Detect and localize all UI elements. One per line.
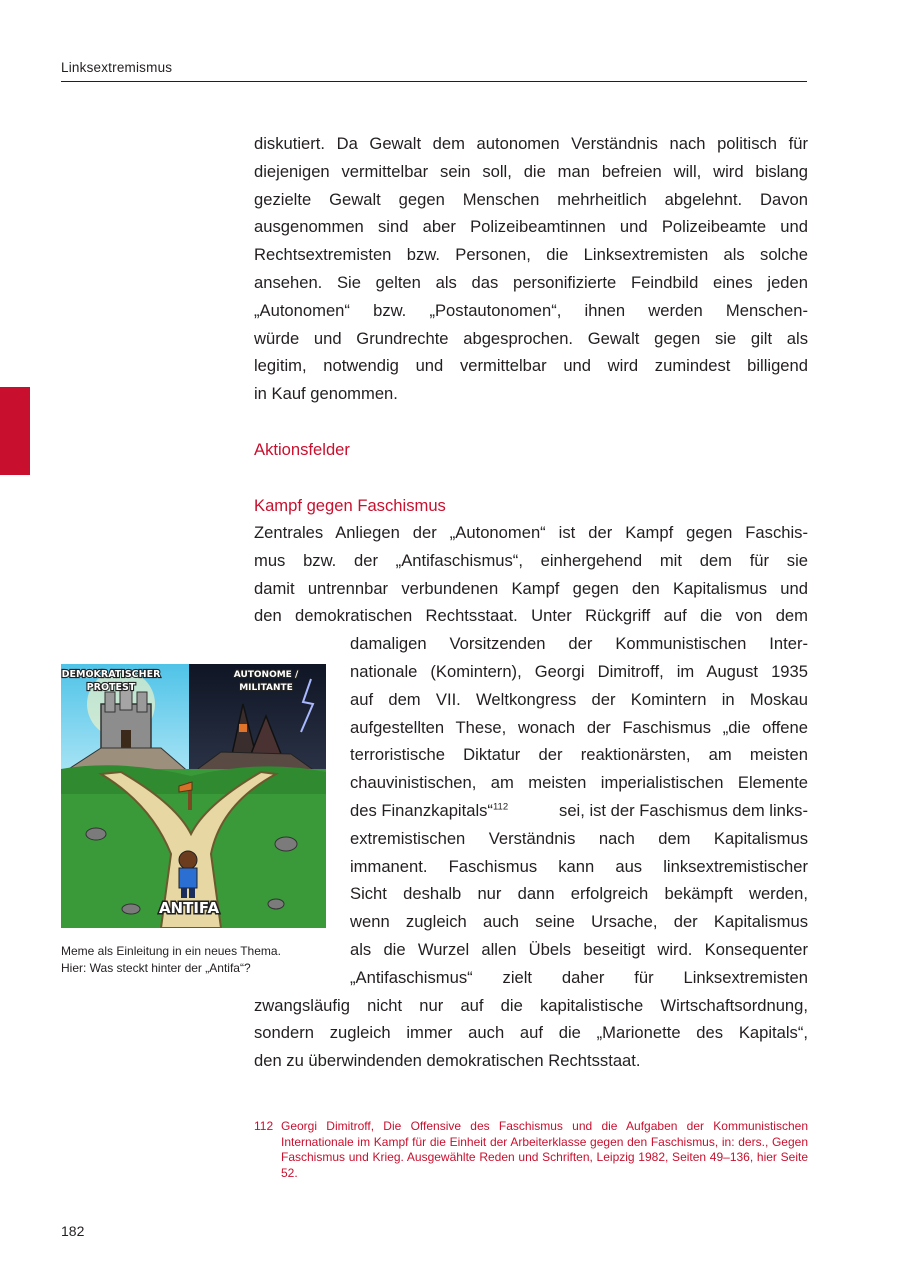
text-line: in Kauf genommen. (254, 384, 398, 404)
meme-label-left: DEMOKRATISCHER (61, 669, 161, 680)
footnote-number: 112 (254, 1119, 274, 1133)
page-number: 182 (61, 1223, 85, 1239)
footnote-text: Georgi Dimitroff, Die Offensive des Faschismus und die Aufgaben der Kommunistischen Internationale im Kampf für die Einheit der Arbeiterklasse gegen den Faschismus, in: ders., Gegen Faschismus und Krieg. Ausgewählte Reden und Schriften, Leipzig 1982, Seiten 49–136, hier Seite 52. (281, 1119, 808, 1180)
meme-label-right: AUTONOME / (233, 670, 299, 680)
section-heading: Aktionsfelder (254, 440, 350, 459)
text-line: gezielte Gewalt gegen Menschen mehrheitlich abgelehnt. Davon (254, 189, 808, 209)
text-line: mus bzw. der „Antifaschismus“, einhergehend mit dem für sie (254, 550, 808, 570)
text-line: Sicht deshalb nur dann erfolgreich bekämpft werden, (350, 884, 808, 904)
text-line: Zentrales Anliegen der „Autonomen“ ist der Kampf gegen Faschis- (254, 523, 808, 542)
footnote (254, 1119, 808, 1181)
caption-line: Meme als Einleitung in ein neues Thema. (61, 944, 281, 958)
figure-caption (61, 943, 331, 976)
text-line: nationale (Komintern), Georgi Dimitroff, im August 1935 (350, 662, 808, 681)
text-line: diejenigen vermittelbar sein soll, die man befreien will, wird bislang (254, 161, 808, 181)
meme-label-bottom: ANTIFA (158, 899, 220, 917)
text-line: wenn zugleich auch seine Ursache, der Kapitalismus (350, 912, 808, 932)
text-line: aufgestellten These, wonach der Faschismus „die offene (350, 717, 808, 737)
castle-shape (101, 684, 151, 749)
meme-label-right-2: MILITANTE (239, 683, 293, 693)
text-line: „Antifaschismus“ zielt daher für Linksextremisten (350, 967, 808, 987)
meme-label-left-2: PROTEST (86, 682, 136, 693)
text-line: als die Wurzel allen Übels beseitigt wird. Konsequenter (350, 940, 808, 959)
text-line: auf dem VII. Weltkongress der Komintern in Moskau (350, 689, 808, 709)
text-line: damaligen Vorsitzenden der Kommunistischen Inter- (350, 634, 808, 654)
text-line: sondern zugleich immer auch auf die „Marionette des Kapitals“, (254, 1023, 808, 1043)
text-line: zwangsläufig nicht nur auf die kapitalistische Wirtschaftsordnung, (254, 995, 808, 1015)
text-line: damit untrennbar verbundenen Kampf gegen den Kapitalismus und (254, 578, 808, 598)
text-line: immanent. Faschismus kann aus linksextremistischer (350, 856, 808, 876)
text-line: „Autonomen“ bzw. „Postautonomen“, ihnen werden Menschen- (254, 300, 808, 320)
meme-figure (61, 664, 326, 928)
text-fragment: des Finanzkapitals“ (350, 801, 493, 820)
text-fragment: sei, ist der Faschismus dem links- (559, 801, 808, 820)
caption-line: Hier: Was steckt hinter der „Antifa“? (61, 960, 251, 975)
running-header-title: Linksextremismus (61, 60, 173, 75)
subsection-heading: Kampf gegen Faschismus (254, 496, 446, 515)
text-line: würde und Grundrechte abgesprochen. Gewalt gegen sie gilt als (254, 328, 808, 348)
chapter-side-marker (0, 387, 30, 475)
header-rule (61, 81, 807, 82)
text-line: ansehen. Sie gelten als das personifizierte Feindbild eines jeden (254, 273, 808, 292)
text-line: den demokratischen Rechtsstaat. Unter Rückgriff auf die von dem (254, 606, 808, 626)
text-line: terroristische Diktatur der reaktionärsten, am meisten (350, 745, 808, 765)
text-line: legitim, notwendig und vermittelbar und wird zumindest billigend (254, 356, 808, 376)
text-line: Rechtsextremisten bzw. Personen, die Linksextremisten als solche (254, 245, 808, 265)
text-line: diskutiert. Da Gewalt dem autonomen Verständnis nach politisch für (254, 134, 808, 153)
text-line: extremistischen Verständnis nach dem Kapitalismus (350, 828, 808, 848)
footnote-reference[interactable]: 112 (492, 801, 509, 813)
text-line: ausgenommen sind aber Polizeibeamtinnen und Polizeibeamte und (254, 217, 808, 237)
meme-illustration (61, 664, 326, 928)
text-line-with-footnote (350, 797, 808, 825)
text-line: chauvinistischen, am meisten imperialistischen Elemente (350, 773, 808, 793)
text-line: den zu überwindenden demokratischen Rechtsstaat. (254, 1051, 641, 1071)
